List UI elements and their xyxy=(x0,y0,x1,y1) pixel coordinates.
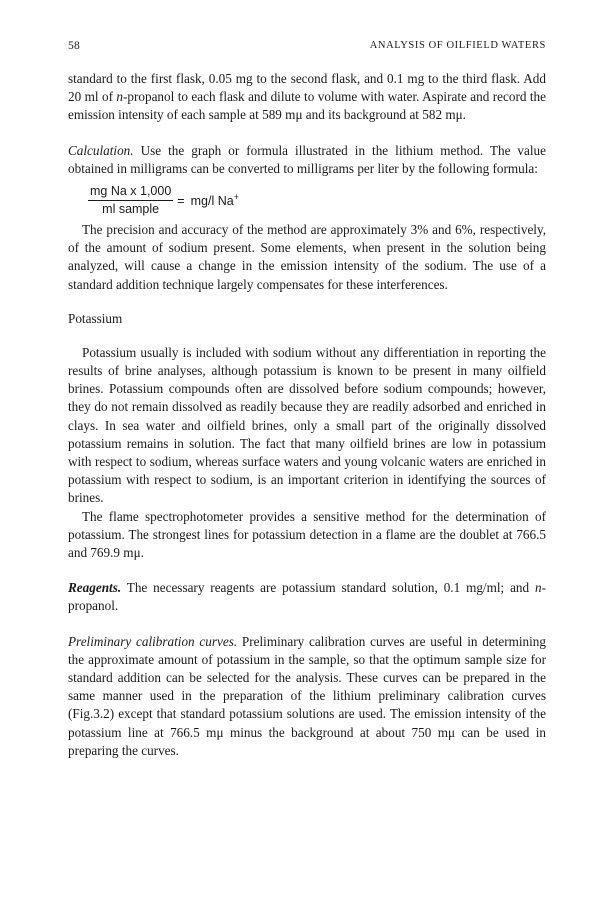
paragraph-precision: The precision and accuracy of the method are approximately 3% and 6%, respectively, of the amount of sodium present. Some elements, when present in the solution being analyzed, will cause a change in the emission intensity of the sodium. The use of a standard addition technique largely compensates for these interferences. xyxy=(68,222,546,292)
formula-superscript: + xyxy=(233,192,239,203)
book-page xyxy=(68,40,546,760)
page-header xyxy=(68,40,546,52)
text-run: The necessary reagents are potassium standard solution, 0.1 mg/ml; and xyxy=(121,580,535,596)
paragraph-sodium-procedure xyxy=(68,70,546,125)
paragraph-potassium-flame: The flame spectrophotometer provides a sensitive method for the determination of potassium. The strongest lines for potassium detection in a flame are the doublet at 766.5 and 769.9 mμ. xyxy=(68,508,546,561)
text-run: -propanol. xyxy=(68,580,546,614)
formula-numerator: mg Na x 1,000 xyxy=(88,184,173,201)
section-heading-potassium: Potassium xyxy=(68,310,123,326)
calculation-label: Calculation. xyxy=(68,142,134,158)
formula-equals: = xyxy=(177,193,185,208)
italic-n: n xyxy=(116,89,124,105)
reagents-label: Reagents. xyxy=(68,580,122,596)
formula-fraction xyxy=(88,184,173,217)
paragraph-calculation xyxy=(68,142,546,178)
running-title: ANALYSIS OF OILFIELD WATERS xyxy=(369,40,546,51)
calculation-text: Use the graph or formula illustrated in the lithium method. The value obtained in milligrams can be converted to milligrams per liter by the following formula: xyxy=(68,142,546,176)
preliminary-text: Preliminary calibration curves are useful in determining the approximate amount of potassium in the sample, so that the optimum sample size for standard addition can be selected for the analysis. These curves can be prepared in the same manner used in the preparation of the lithium preliminary calibration curves (Fig.3.2) except that standard potassium solutions are used. The emission intensity of the potassium line at 766.5 mμ minus the background at about 750 mμ can be used in preparing the curves. xyxy=(68,633,546,758)
formula-result-text: mg/l Na xyxy=(190,194,234,209)
italic-n: n xyxy=(535,580,542,596)
paragraph-potassium-intro: Potassium usually is included with sodium without any differentiation in reporting the results of brine analyses, although potassium is known to be present in many oilfield brines. Potassium compounds often are dissolved before sodium compounds; however, they do not remain dissolved as readily because they are readily adsorbed and enriched in clays. In sea water and oilfield brines, only a small part of the originally dissolved potassium remains in solution. The fact that many oilfield brines are low in potassium with respect to sodium, whereas surface waters and young volcanic waters are enriched in potassium with respect to sodium, is an important criterion in identifying the sources of brines. xyxy=(68,344,546,506)
formula-denominator: ml sample xyxy=(102,202,160,217)
paragraph-preliminary-calibration xyxy=(68,633,546,760)
text-run: -propanol to each flask and dilute to volume with water. Aspirate and record the emission intensity of each sample at 589 mμ and its background at 582 mμ. xyxy=(68,89,546,123)
text-run: standard to the first flask, 0.05 mg to the second flask, and 0.1 mg to the third flask. Add 20 ml of xyxy=(68,71,546,105)
formula-result xyxy=(191,192,239,208)
paragraph-reagents xyxy=(68,579,546,615)
preliminary-label: Preliminary calibration curves. xyxy=(68,633,238,649)
page-number: 58 xyxy=(68,40,80,52)
sodium-formula xyxy=(88,184,546,217)
